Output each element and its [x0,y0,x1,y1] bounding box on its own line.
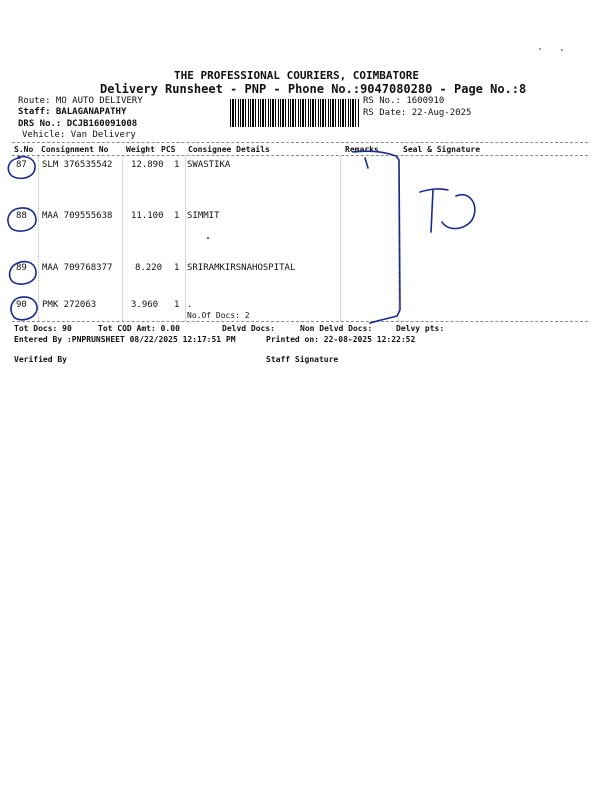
row-sno: 89 [16,263,27,273]
rs-number: RS No.: 1600910 [363,96,445,106]
column-separator [398,156,399,321]
row-sno: 88 [16,211,27,221]
row-sno: 90 [16,300,27,310]
row-consignee: SRIRAMKIRSNAHOSPITAL [187,263,296,273]
row-sno: 87 [16,160,27,170]
rs-date: RS Date: 22-Aug-2025 [363,108,472,118]
entered-by: Entered By :PNPRUNSHEET 08/22/2025 12:17:51 PM [14,335,236,344]
col-seal: Seal & Signature [403,145,481,154]
staff-signature: Staff Signature [266,355,339,364]
remark-tick [365,158,368,168]
non-delvd-docs: Non Delvd Docs: [300,324,373,333]
column-separator [122,156,123,321]
printed-on: Printed on: 22-08-2025 12:22:52 [266,335,416,344]
handwriting-o [442,195,475,229]
row-consignee: . [187,300,193,310]
row-consignment: SLM 376535542 [42,160,113,170]
vehicle-label: Vehicle: Van Delivery [22,130,136,140]
row-consignee: SIMMIT [187,211,220,221]
company-name: THE PROFESSIONAL COURIERS, COIMBATORE [174,69,420,82]
row-weight: 8.220 [135,263,163,273]
handwriting-t [420,189,448,232]
col-pcs: PCS [161,145,176,154]
row-weight: 3.960 [131,300,159,310]
row-pcs: 1 [174,300,180,310]
row-pcs: 1 [174,211,180,221]
column-separator [340,156,341,321]
header-top-rule [12,142,588,143]
delvy-pts: Delvy pts: [396,324,445,333]
row-weight: 11.100 [131,211,164,221]
col-consignee: Consignee Details [188,145,270,154]
col-sno: S.No [14,145,34,154]
row-consignee: SWASTIKA [187,160,231,170]
barcode [230,99,360,127]
drs-number: DRS No.: DCJB160091008 [18,119,138,129]
row-weight: 12.890 [131,160,164,170]
verified-by: Verified By [14,355,67,364]
col-weight: Weight [126,145,155,154]
staff-label: Staff: BALAGANAPATHY [18,107,127,117]
totals-rule [12,321,588,322]
row-pcs: 1 [174,263,180,273]
delvd-docs: Delvd Docs: [222,324,275,333]
row-pcs: 1 [174,160,180,170]
stray-dot [207,237,209,239]
runsheet-title: Delivery Runsheet - PNP - Phone No.:9047080280 - Page No.:8 [100,82,527,96]
header-bottom-rule [12,155,588,156]
row-consignment: MAA 709555638 [42,211,113,221]
no-of-docs: No.Of Docs: 2 [187,311,250,320]
tot-docs: Tot Docs: 90 [14,324,72,333]
col-consignment: Consignment No [41,145,109,154]
stray-dot [561,49,563,51]
column-separator [185,156,186,321]
row-consignment: PMK 272063 [42,300,97,310]
col-remarks: Remarks [345,145,379,154]
row-consignment: MAA 709768377 [42,263,113,273]
stray-dot [539,48,541,50]
tot-cod-amt: Tot COD Amt: 0.00 [98,324,180,333]
column-separator [38,156,39,321]
route-label: Route: MO AUTO DELIVERY [18,96,143,106]
bracket-mark [353,151,400,323]
